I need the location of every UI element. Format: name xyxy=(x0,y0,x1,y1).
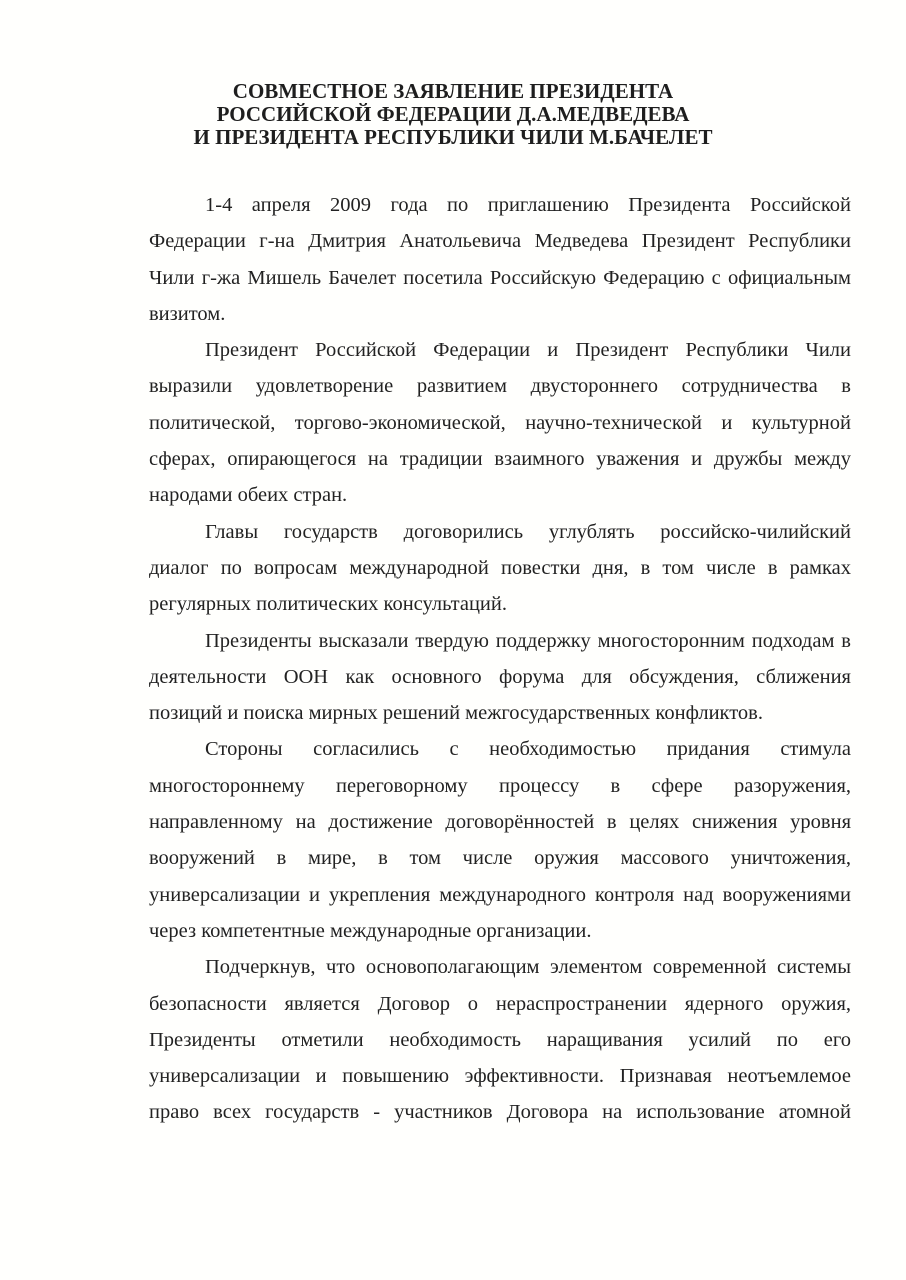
text-line: Подчеркнув, что основополагающим элементом современной системы xyxy=(205,956,851,979)
text-line: деятельности ООН как основного форума для обсуждения, сближения xyxy=(149,665,851,688)
text-line: вооружений в мире, в том числе оружия массового уничтожения, xyxy=(149,847,851,870)
text-line: направленному на достижение договорённостей в целях снижения уровня xyxy=(149,811,851,834)
text-line: Чили г-жа Мишель Бачелет посетила Российскую Федерацию с официальным xyxy=(149,266,851,289)
text-line: диалог по вопросам международной повестки дня, в том числе в рамках xyxy=(149,556,851,579)
title-line-1: СОВМЕСТНОЕ ЗАЯВЛЕНИЕ ПРЕЗИДЕНТА xyxy=(232,79,674,103)
text-line: Федерации г-на Дмитрия Анатольевича Медведева Президент Республики xyxy=(149,230,851,253)
text-line: Президенты отметили необходимость наращивания усилий по его xyxy=(149,1028,851,1051)
text-line: позиций и поиска мирных решений межгосударственных конфликтов. xyxy=(149,702,763,725)
document-body xyxy=(149,187,851,1131)
text-line: Президенты высказали твердую поддержку многосторонним подходам в xyxy=(205,629,851,652)
title-line-2: РОССИЙСКОЙ ФЕДЕРАЦИИ Д.А.МЕДВЕДЕВА xyxy=(216,102,690,126)
paragraph xyxy=(149,514,851,623)
text-line: право всех государств - участников Договора на использование атомной xyxy=(149,1101,851,1124)
text-line: Стороны согласились с необходимостью придания стимула xyxy=(205,738,851,761)
text-line: безопасности является Договор о нераспространении ядерного оружия, xyxy=(149,992,851,1015)
title-line-3: И ПРЕЗИДЕНТА РЕСПУБЛИКИ ЧИЛИ М.БАЧЕЛЕТ xyxy=(193,125,713,149)
text-line: универсализации и укрепления международного контроля над вооружениями xyxy=(149,883,851,906)
text-line: политической, торгово-экономической, научно-технической и культурной xyxy=(149,411,851,434)
paragraph xyxy=(149,187,851,332)
text-line: многостороннему переговорному процессу в сфере разоружения, xyxy=(149,774,851,797)
text-line: сферах, опирающегося на традиции взаимного уважения и дружбы между xyxy=(149,448,851,471)
paragraph xyxy=(149,731,851,949)
text-line: народами обеих стран. xyxy=(149,484,348,507)
paragraph xyxy=(149,332,851,513)
text-line: Президент Российской Федерации и Президент Республики Чили xyxy=(205,339,851,362)
text-line: визитом. xyxy=(149,302,226,325)
text-line: через компетентные международные организации. xyxy=(149,919,592,942)
text-line: универсализации и повышению эффективности. Признавая неотъемлемое xyxy=(149,1065,851,1088)
text-line: регулярных политических консультаций. xyxy=(149,593,507,616)
text-line: выразили удовлетворение развитием двустороннего сотрудничества в xyxy=(149,375,851,398)
paragraph xyxy=(149,623,851,732)
paragraph xyxy=(149,949,851,1130)
text-line: 1-4 апреля 2009 года по приглашению Президента Российской xyxy=(205,194,851,216)
text-line: Главы государств договорились углублять российско-чилийский xyxy=(205,520,851,543)
document-title xyxy=(0,80,906,149)
